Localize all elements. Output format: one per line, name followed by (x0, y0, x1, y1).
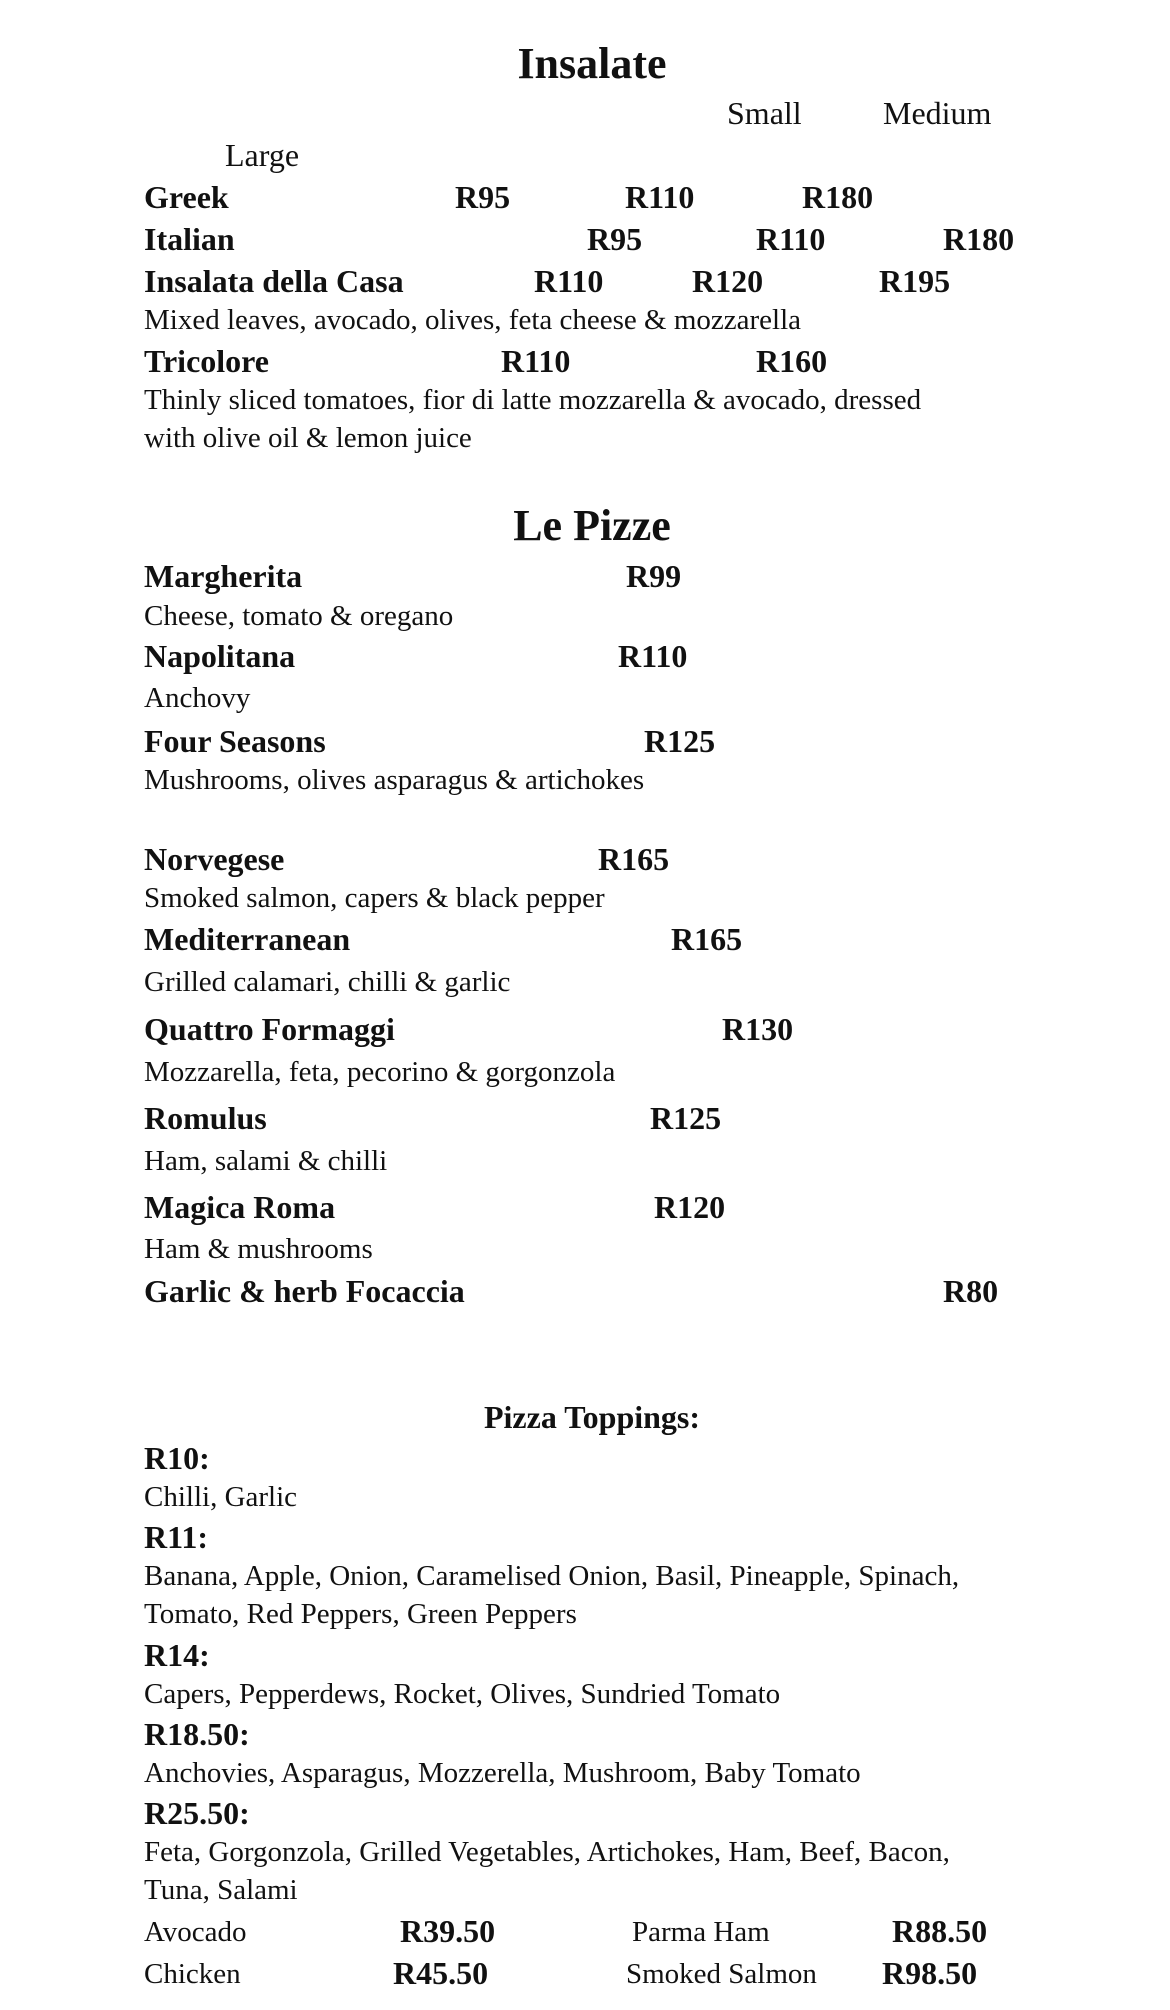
pizza-description: Ham, salami & chilli (144, 1145, 388, 1177)
extra-topping-name: Smoked Salmon (626, 1958, 817, 1990)
topping-group-items: Tuna, Salami (144, 1874, 298, 1906)
section-title-toppings: Pizza Toppings: (483, 1399, 701, 1435)
extra-topping-price: R88.50 (892, 1913, 988, 1949)
pizza-name: Margherita (144, 558, 303, 594)
salad-price-large: R195 (879, 263, 951, 299)
salad-description-line: with olive oil & lemon juice (144, 422, 472, 454)
pizza-name: Four Seasons (144, 723, 326, 759)
salad-price-small: R110 (534, 263, 604, 299)
topping-group-items: Capers, Pepperdews, Rocket, Olives, Sundried Tomato (144, 1678, 781, 1710)
size-header-large: Large (225, 137, 300, 173)
extra-topping-price: R45.50 (393, 1955, 489, 1991)
salad-name: Tricolore (144, 343, 269, 379)
salad-name: Insalata della Casa (144, 263, 404, 299)
salad-price-small: R95 (587, 221, 643, 257)
pizza-name: Garlic & herb Focaccia (144, 1273, 465, 1309)
salad-price-medium: R120 (692, 263, 764, 299)
pizza-price: R165 (671, 921, 743, 957)
pizza-name: Magica Roma (144, 1189, 336, 1225)
pizza-description: Cheese, tomato & oregano (144, 600, 454, 632)
extra-topping-name: Parma Ham (632, 1916, 770, 1948)
salad-price-large: R180 (802, 179, 874, 215)
topping-group-price: R25.50: (144, 1795, 250, 1831)
pizza-price: R125 (644, 723, 716, 759)
extra-topping-name: Avocado (144, 1916, 247, 1948)
extra-topping-price: R39.50 (400, 1913, 496, 1949)
pizza-description: Smoked salmon, capers & black pepper (144, 882, 605, 914)
salad-price-medium: R110 (756, 221, 826, 257)
pizza-name: Quattro Formaggi (144, 1011, 395, 1047)
pizza-description: Grilled calamari, chilli & garlic (144, 966, 511, 998)
pizza-description: Ham & mushrooms (144, 1233, 373, 1265)
salad-description-line: Thinly sliced tomatoes, fior di latte mozzarella & avocado, dressed (144, 384, 922, 416)
pizza-price: R80 (943, 1273, 999, 1309)
pizza-name: Napolitana (144, 638, 296, 674)
salad-price-small: R110 (501, 343, 571, 379)
pizza-name: Mediterranean (144, 921, 351, 957)
salad-price-medium: R110 (625, 179, 695, 215)
topping-group-items: Feta, Gorgonzola, Grilled Vegetables, Artichokes, Ham, Beef, Bacon, (144, 1836, 950, 1868)
salad-name: Greek (144, 179, 229, 215)
extra-topping-name: Chicken (144, 1958, 241, 1990)
pizza-description: Anchovy (144, 682, 251, 714)
topping-group-price: R18.50: (144, 1716, 250, 1752)
salad-price-large: R160 (756, 343, 828, 379)
pizza-price: R110 (618, 638, 688, 674)
pizza-price: R130 (722, 1011, 794, 1047)
pizza-price: R99 (626, 558, 682, 594)
pizza-name: Romulus (144, 1100, 267, 1136)
salad-price-large: R180 (943, 221, 1015, 257)
section-title-salads: Insalate (517, 39, 667, 88)
extra-topping-price: R98.50 (882, 1955, 978, 1991)
salad-name: Italian (144, 221, 235, 257)
topping-group-price: R14: (144, 1637, 210, 1673)
size-header-small: Small (727, 95, 802, 131)
pizza-price: R125 (650, 1100, 722, 1136)
pizza-name: Norvegese (144, 841, 285, 877)
salad-price-small: R95 (455, 179, 511, 215)
section-title-pizzas: Le Pizze (513, 501, 671, 550)
topping-group-items: Chilli, Garlic (144, 1481, 298, 1513)
topping-group-price: R11: (144, 1519, 208, 1555)
pizza-description: Mozzarella, feta, pecorino & gorgonzola (144, 1056, 616, 1088)
topping-group-items: Banana, Apple, Onion, Caramelised Onion, Basil, Pineapple, Spinach, (144, 1560, 960, 1592)
pizza-price: R165 (598, 841, 670, 877)
salad-description: Mixed leaves, avocado, olives, feta cheese & mozzarella (144, 304, 802, 336)
size-header-medium: Medium (883, 95, 992, 131)
topping-group-items: Tomato, Red Peppers, Green Peppers (144, 1598, 577, 1630)
pizza-price: R120 (654, 1189, 726, 1225)
topping-group-items: Anchovies, Asparagus, Mozzerella, Mushroom, Baby Tomato (144, 1757, 861, 1789)
topping-group-price: R10: (144, 1440, 210, 1476)
pizza-description: Mushrooms, olives asparagus & artichokes (144, 764, 645, 796)
